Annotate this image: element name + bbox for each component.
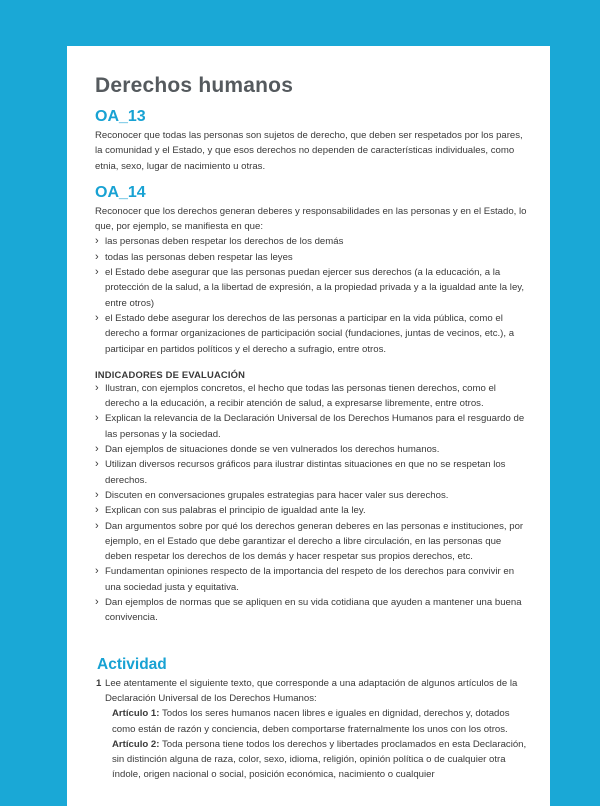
actividad-number: 1 bbox=[96, 677, 102, 689]
list-item: › Fundamentan opiniones respecto de la importancia del respeto de los derechos para convivir en una sociedad justa y equitativa. bbox=[95, 564, 528, 595]
list-item: › Ilustran, con ejemplos concretos, el hecho que todas las personas tienen derechos, como el derecho a la educación, a recibir atención de salud, a expresarse libremente, entre otros. bbox=[95, 381, 528, 412]
indicadores-section bbox=[95, 369, 528, 626]
oa-13-section bbox=[95, 108, 528, 174]
list-item: › todas las personas deben respetar las leyes bbox=[95, 250, 528, 265]
list-item: › el Estado debe asegurar los derechos de las personas a participar en la vida pública, como el derecho a formar organizaciones de participación social (fundaciones, juntas de vecinos, etc.), a participar en partidos políticos y el derecho a sufragio, entre otros. bbox=[95, 311, 528, 357]
oa-14-intro: Reconocer que los derechos generan deberes y responsabilidades en las personas y en el Estado, lo que, por ejemplo, se manifiesta en que: bbox=[95, 205, 527, 233]
article-1-label: Artículo 1: bbox=[112, 708, 160, 720]
indicadores-list bbox=[95, 381, 528, 626]
actividad-item bbox=[95, 676, 528, 783]
oa-13-code: OA_13 bbox=[95, 108, 146, 125]
oa-14-section bbox=[95, 184, 528, 357]
list-item: › Explican la relevancia de la Declaración Universal de los Derechos Humanos para el resguardo de las personas y la sociedad. bbox=[95, 411, 528, 442]
article-2 bbox=[105, 737, 528, 783]
indicadores-heading: INDICADORES DE EVALUACIÓN bbox=[95, 368, 246, 380]
article-1-text: Todos los seres humanos nacen libres e iguales en dignidad, derechos y, dotados como están de razón y conciencia, deben comportarse fraternalmente los unos con los otros. bbox=[112, 708, 510, 735]
page-content bbox=[67, 46, 550, 783]
actividad-section bbox=[95, 656, 528, 783]
article-1 bbox=[105, 706, 528, 737]
list-item: › Dan ejemplos de situaciones donde se ven vulnerados los derechos humanos. bbox=[95, 442, 528, 457]
article-2-text: Toda persona tiene todos los derechos y libertades proclamados en esta Declaración, sin distinción alguna de raza, color, sexo, idioma, religión, opinión política o de cualquier otra índole, origen nacional o social, posición económica, nacimiento o cualquier bbox=[112, 738, 527, 781]
oa-14-code: OA_14 bbox=[95, 183, 146, 201]
list-item: › el Estado debe asegurar que las personas puedan ejercer sus derechos (a la educación, a la protección de la salud, a la libertad de expresión, a la propiedad privada y a la igualdad ante la ley, entre otros) bbox=[95, 265, 528, 311]
list-item: › Discuten en conversaciones grupales estrategias para hacer valer sus derechos. bbox=[95, 488, 528, 503]
actividad-intro: Lee atentamente el siguiente texto, que corresponde a una adaptación de algunos artículos de la Declaración Universal de los Derechos Humanos: bbox=[105, 677, 518, 704]
actividad-title: Actividad bbox=[97, 655, 167, 673]
list-item: › Utilizan diversos recursos gráficos para ilustrar distintas situaciones en que no se respetan los derechos. bbox=[95, 457, 528, 488]
list-item: › Explican con sus palabras el principio de igualdad ante la ley. bbox=[95, 503, 528, 518]
list-item: › Dan ejemplos de normas que se apliquen en su vida cotidiana que ayuden a mantener una buena convivencia. bbox=[95, 595, 528, 626]
article-2-label: Artículo 2: bbox=[112, 738, 160, 750]
list-item: › Dan argumentos sobre por qué los derechos generan deberes en las personas e instituciones, por ejemplo, en el Estado que debe garantizar el derecho a libre circulación, en las personas que deben respetar los derechos de los demás y hacer respetar sus propios derechos, etc. bbox=[95, 519, 528, 565]
oa-13-text: Reconocer que todas las personas son sujetos de derecho, que deben ser respetados por los pares, la comunidad y el Estado, y que esos derechos no dependen de características individuales, como etnia, sexo, lugar de nacimiento u otras. bbox=[95, 130, 523, 172]
oa-14-bullet-list bbox=[95, 234, 528, 356]
document-page bbox=[67, 46, 550, 806]
list-item: › las personas deben respetar los derechos de los demás bbox=[95, 234, 528, 249]
page-title: Derechos humanos bbox=[95, 74, 294, 97]
